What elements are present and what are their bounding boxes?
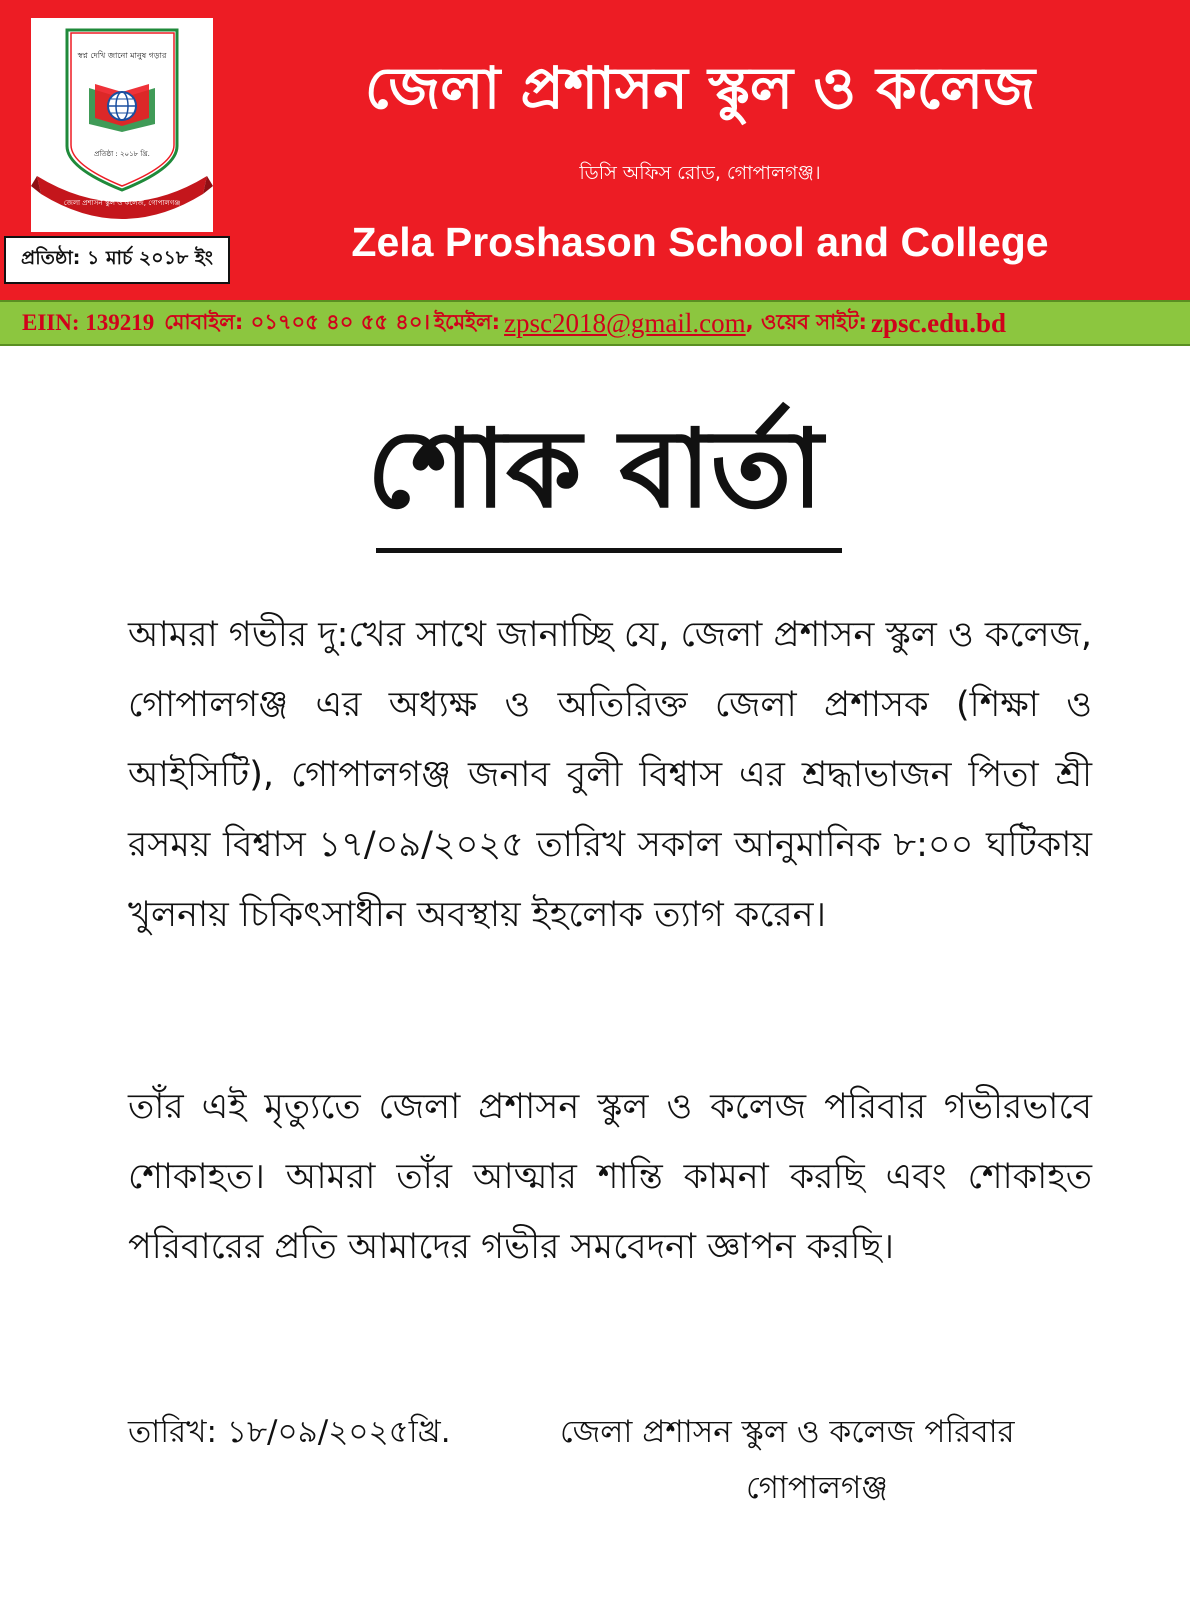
title-underline xyxy=(376,548,842,553)
email-link[interactable]: zpsc2018@gmail.com xyxy=(504,307,746,338)
notice-date: তারিখ: ১৮/০৯/২০২৫খ্রি. xyxy=(128,1414,451,1450)
signature-line-1: জেলা প্রশাসন স্কুল ও কলেজ পরিবার xyxy=(560,1414,1015,1450)
contact-bar xyxy=(0,300,1190,346)
website-label: , ওয়েব সাইট: xyxy=(745,309,867,334)
logo-motto: স্বপ্ন দেখি জানো মানুষ গড়ার xyxy=(77,51,167,60)
established-date: প্রতিষ্ঠা: ১ মার্চ ২০১৮ ইং xyxy=(4,236,230,284)
school-name-english: Zela Proshason School and College xyxy=(351,219,1049,265)
signature-line-2: গোপালগঞ্জ xyxy=(746,1470,888,1506)
notice-title: শোক বার্তা xyxy=(367,407,823,532)
school-name-bangla: জেলা প্রশাসন স্কুল ও কলেজ xyxy=(364,54,1036,122)
eiin-number: EIIN: 139219 xyxy=(22,310,155,335)
school-logo xyxy=(31,18,213,232)
website-link[interactable]: zpsc.edu.bd xyxy=(870,307,1006,338)
email-label: ইমেইল: xyxy=(434,309,501,334)
school-crest-icon xyxy=(31,18,213,232)
mobile-number: মোবাইল: ০১৭০৫ ৪০ ৫৫ ৪০। xyxy=(164,309,431,334)
logo-established: প্রতিষ্ঠা : ২০১৮ খ্রি. xyxy=(94,150,150,158)
logo-ribbon-text: জেলা প্রশাসন স্কুল ও কলেজ, গোপালগঞ্জ xyxy=(63,199,181,207)
notice-paragraph-2: তাঁর এই মৃত্যুতে জেলা প্রশাসন স্কুল ও কলেজ পরিবার গভীরভাবে শোকাহত। আমরা তাঁর আত্মার শান্তি কামনা করছি এবং শোকাহত পরিবারের প্রতি আমাদের গভীর সমবেদনা জ্ঞাপন করছি। xyxy=(128,1087,1092,1267)
letterhead xyxy=(0,0,1190,300)
school-address: ডিসি অফিস রোড, গোপালগঞ্জ। xyxy=(579,162,821,184)
notice-paragraph-1: আমরা গভীর দু:খের সাথে জানাচ্ছি যে, জেলা প্রশাসন স্কুল ও কলেজ, গোপালগঞ্জ এর অধ্যক্ষ ও অতিরিক্ত জেলা প্রশাসক (শিক্ষা ও আইসিটি), গোপালগঞ্জ জনাব বুলী বিশ্বাস এর শ্রদ্ধাভাজন পিতা শ্রী রসময় বিশ্বাস ১৭/০৯/২০২৫ তারিখ সকাল আনুমানিক ৮:০০ ঘটিকায় খুলনায় চিকিৎসাধীন অবস্থায় ইহলোক ত্যাগ করেন। xyxy=(128,615,1092,935)
